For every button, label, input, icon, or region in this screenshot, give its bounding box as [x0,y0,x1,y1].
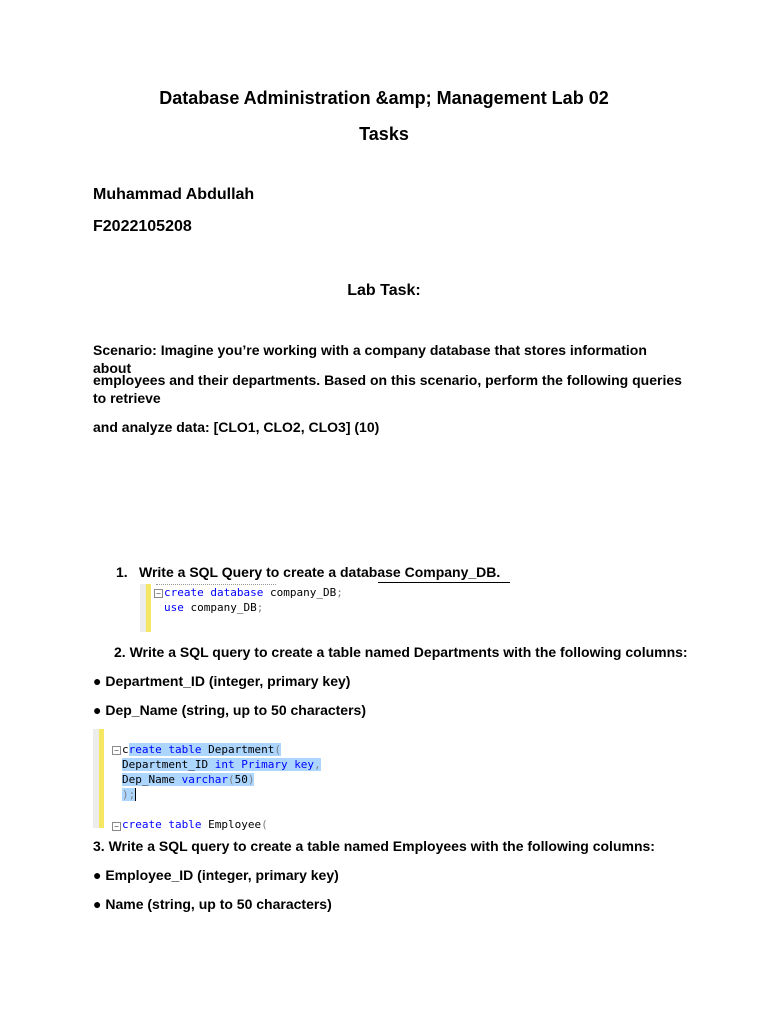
collapse-icon[interactable]: − [112,822,121,831]
scenario-line-1: Scenario: Imagine you’re working with a company database that stores information about [93,342,647,376]
student-id: F2022105208 [93,218,192,235]
task-1-number: 1. [116,564,128,580]
task-2-bullet-2: ● Dep_Name (string, up to 50 characters) [93,702,366,718]
code-line-4: ); [122,788,136,801]
task-2-bullet-1: ● Department_ID (integer, primary key) [93,673,351,689]
author-name: Muhammad Abdullah [93,186,255,203]
scenario-line-3: and analyze data: [CLO1, CLO2, CLO3] (10) [93,419,380,435]
code-line-2: use company_DB; [164,601,264,614]
code-line-5: create table Employee( [122,818,268,831]
document-title: Database Administration &amp; Management Lab 02 [159,88,609,108]
collapse-icon[interactable]: − [154,589,163,598]
task-2-text: 2. Write a SQL query to create a table named Departments with the following columns: [114,644,688,660]
task-3-bullet-1: ● Employee_ID (integer, primary key) [93,867,339,883]
code-line-1: create table Department( [122,743,281,756]
code-screenshot-1 [140,584,510,632]
section-heading: Lab Task: [347,282,421,299]
scenario-line-2: employees and their departments. Based on this scenario, perform the following queries to retrieve [93,372,682,406]
code-line-1: create database company_DB; [164,586,343,599]
change-gutter [146,584,151,632]
task-1-text: Write a SQL Query to create a database Company_DB. [139,564,501,580]
underline-rule [378,582,510,583]
code-line-3: Dep_Name varchar(50) [122,773,255,786]
task-3-text: 3. Write a SQL query to create a table named Employees with the following columns: [93,838,655,854]
code-line-2: Department_ID int Primary key, [122,758,321,771]
collapse-icon[interactable]: − [112,746,121,755]
code-screenshot-2 [93,729,321,831]
change-gutter [99,729,104,828]
task-3-bullet-2: ● Name (string, up to 50 characters) [93,896,332,912]
document-subtitle: Tasks [359,124,409,144]
